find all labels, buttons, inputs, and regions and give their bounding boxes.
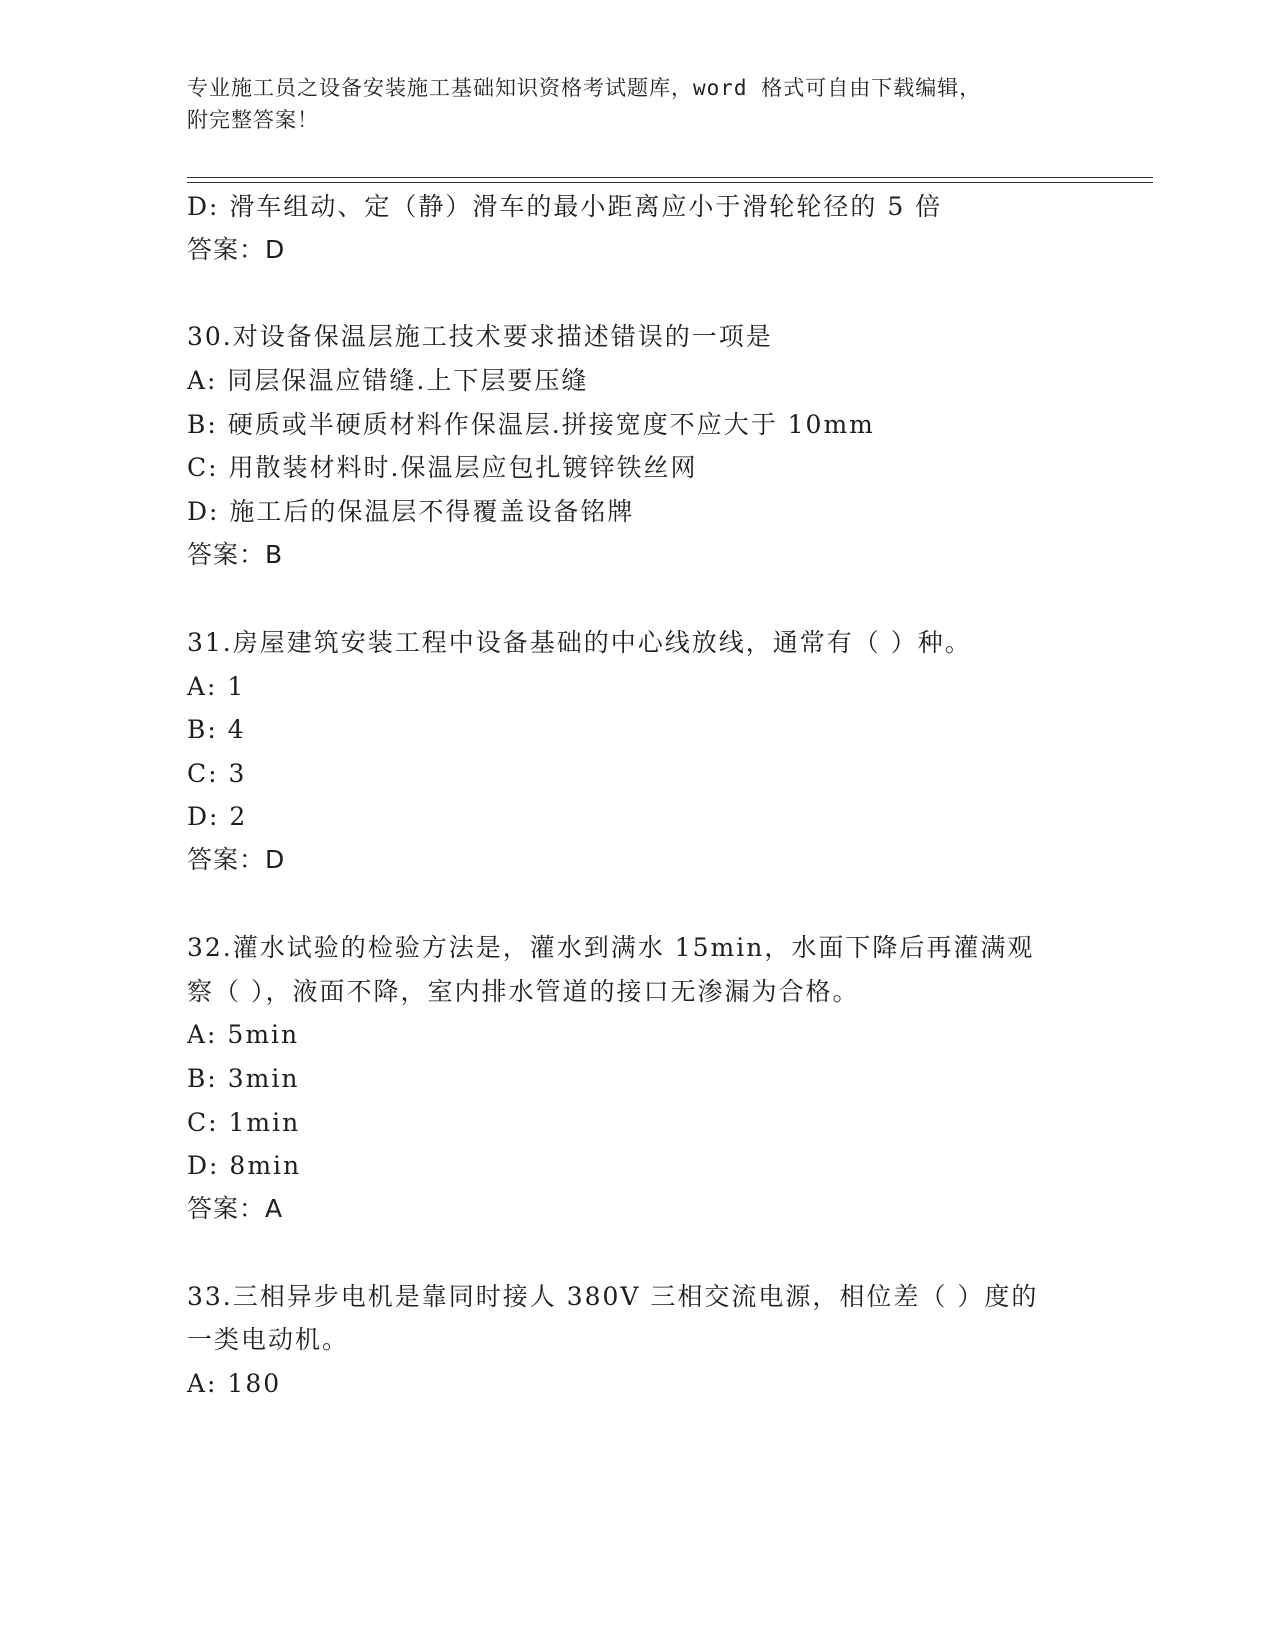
q32-stem-line-2: 察（ ），液面不降，室内排水管道的接口无渗漏为合格。: [187, 977, 860, 1006]
q31-stem: 31.房屋建筑安装工程中设备基础的中心线放线，通常有（ ）种。: [187, 628, 972, 657]
q30-option-c: C: 用散装材料时.保温层应包扎镀锌铁丝网: [187, 453, 698, 482]
header-divider-top: [187, 177, 1153, 178]
q31-answer: 答案：D: [187, 845, 286, 874]
q32-option-c: C: 1min: [187, 1108, 301, 1137]
q31-option-b: B: 4: [187, 715, 246, 744]
page-header: [187, 72, 1087, 136]
q33-stem-line-1: 33.三相异步电机是靠同时接人 380V 三相交流电源，相位差（ ）度的: [187, 1282, 1039, 1311]
q32-answer: 答案：A: [187, 1194, 284, 1223]
header-text-line-2: 附完整答案！: [187, 108, 319, 132]
header-divider-bottom: [187, 182, 1153, 183]
q31-option-a: A: 1: [187, 672, 246, 701]
q29-option-d: D: 滑车组动、定（静）滑车的最小距离应小于滑轮轮径的 5 倍: [187, 192, 943, 221]
q32-option-d: D: 8min: [187, 1151, 302, 1180]
q33-stem-line-2: 一类电动机。: [187, 1325, 350, 1354]
q31-option-d: D: 2: [187, 802, 248, 831]
q30-stem: 30.对设备保温层施工技术要求描述错误的一项是: [187, 322, 773, 351]
q33-option-a: A: 180: [187, 1369, 282, 1398]
q32-option-a: A: 5min: [187, 1020, 300, 1049]
q31-option-c: C: 3: [187, 759, 247, 788]
q32-option-b: B: 3min: [187, 1064, 300, 1093]
q29-answer: 答案：D: [187, 235, 286, 264]
header-text-line-1: 专业施工员之设备安装施工基础知识资格考试题库，word 格式可自由下载编辑，: [187, 76, 982, 100]
q30-option-b: B: 硬质或半硬质材料作保温层.拼接宽度不应大于 10mm: [187, 410, 875, 439]
q32-stem-line-1: 32.灌水试验的检验方法是，灌水到满水 15min，水面下降后再灌满观: [187, 933, 1035, 962]
q30-option-a: A: 同层保温应错缝.上下层要压缝: [187, 366, 589, 395]
q30-option-d: D: 施工后的保温层不得覆盖设备铭牌: [187, 497, 635, 526]
q30-answer: 答案：B: [187, 540, 284, 569]
